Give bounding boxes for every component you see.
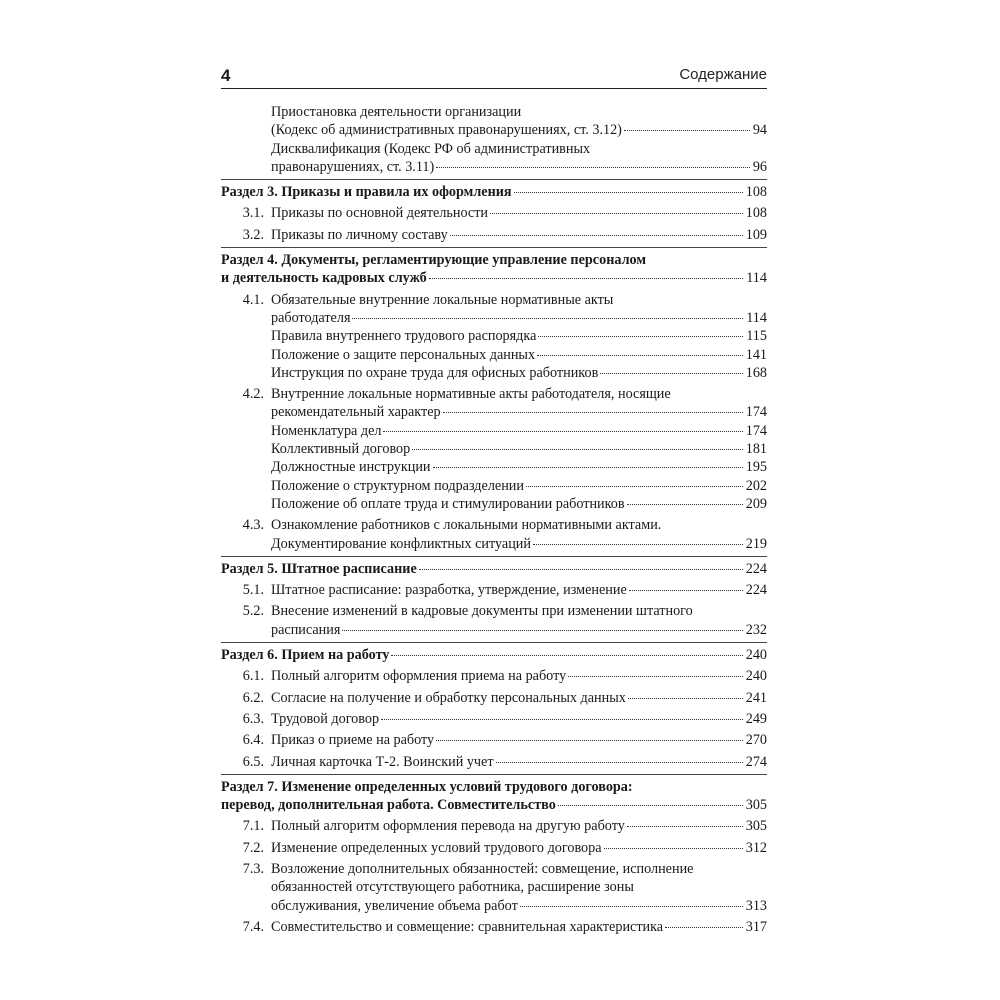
toc-entry-body: [271, 440, 767, 458]
toc-entry: [221, 385, 767, 422]
dot-leader: [629, 590, 743, 591]
toc-page-number: 224: [745, 560, 767, 577]
toc-entry-body: [271, 422, 767, 440]
toc-entry-title-line: [271, 158, 767, 176]
dot-leader: [627, 826, 743, 827]
toc-entry: [221, 226, 767, 244]
toc-entry-body: [271, 327, 767, 345]
toc-page-number: 305: [745, 797, 767, 814]
toc-entry-title: расписания: [271, 621, 341, 638]
toc-entry-title-line: [271, 897, 767, 915]
toc-entry: [221, 440, 767, 458]
toc-entry-title-line: Внесение изменений в кадровые документы при изменении штатного: [271, 603, 693, 620]
dot-leader: [443, 412, 743, 413]
toc-entry: [221, 817, 767, 835]
toc-section-heading: [221, 556, 767, 578]
toc-entry-body: [221, 778, 767, 815]
toc-page-number: 317: [745, 918, 767, 935]
toc-entry-title-line: [271, 753, 767, 771]
toc-entry-title: (Кодекс об административных правонарушениях, ст. 3.12): [271, 122, 622, 139]
toc-entry-body: [271, 477, 767, 495]
toc-entry-title-line: [271, 226, 767, 244]
toc-page-number: 232: [745, 621, 767, 638]
toc-entry-number: 5.1.: [242, 582, 264, 599]
toc-entry-title-line: [271, 204, 767, 222]
toc-entry: [221, 495, 767, 513]
toc-entry-title-line: [271, 621, 767, 639]
toc-entry-body: [221, 251, 767, 288]
toc-entry-title: Документирование конфликтных ситуаций: [271, 535, 531, 552]
dot-leader: [627, 504, 743, 505]
dot-leader: [391, 655, 742, 656]
toc-entry-body: [271, 103, 767, 140]
toc-page-number: 181: [745, 441, 767, 458]
toc-entry-body: [271, 385, 767, 422]
page-header: [221, 64, 767, 88]
toc-page-number: 195: [745, 459, 767, 476]
toc-section-heading: [221, 642, 767, 664]
toc-entry-body: [271, 346, 767, 364]
toc-entry-title: Коллективный договор: [271, 441, 411, 458]
toc-entry-title: Номенклатура дел: [271, 422, 382, 439]
dot-leader: [490, 213, 743, 214]
toc-page-number: 312: [745, 839, 767, 856]
dot-leader: [568, 676, 743, 677]
toc-section-heading: [221, 247, 767, 288]
running-head: Содержание: [679, 66, 767, 83]
dot-leader: [665, 927, 743, 928]
toc-page-number: 108: [745, 184, 767, 201]
dot-leader: [436, 740, 743, 741]
toc-entry-body: [271, 291, 767, 328]
toc-entry-number: 3.2.: [242, 226, 264, 243]
toc-entry: [221, 667, 767, 685]
toc-page-number: 249: [745, 710, 767, 727]
toc-entry-body: [221, 183, 767, 201]
toc-entry: [221, 422, 767, 440]
toc-entry-title-line: Возложение дополнительных обязанностей: совмещение, исполнение: [271, 860, 694, 877]
toc-entry-body: [271, 364, 767, 382]
toc-entry-title-line: обязанностей отсутствующего работника, расширение зоны: [271, 879, 634, 896]
toc-entry: [221, 516, 767, 553]
dot-leader: [450, 235, 743, 236]
toc-entry-number: 7.1.: [242, 818, 264, 835]
toc-entry-body: [271, 731, 767, 749]
toc-entry-title-line: [271, 731, 767, 749]
toc-page-number: 96: [752, 158, 767, 175]
toc-entry-title-line: [221, 183, 767, 201]
toc-entry-title: Инструкция по охране труда для офисных работников: [271, 364, 599, 381]
toc-entry-title-line: [221, 646, 767, 664]
toc-entry-title-line: Ознакомление работников с локальными нормативными актами.: [271, 517, 662, 534]
toc-entry-body: [271, 495, 767, 513]
toc-entry-body: [271, 602, 767, 639]
toc-entry-body: [271, 753, 767, 771]
toc-entry-title: Раздел 6. Прием на работу: [221, 647, 390, 664]
toc-entry-title-line: [271, 477, 767, 495]
toc-entry-title-line: [271, 327, 767, 345]
toc-entry-body: [271, 839, 767, 857]
dot-leader: [538, 336, 743, 337]
toc-entry-number: 6.1.: [242, 668, 264, 685]
toc-page-number: 174: [745, 404, 767, 421]
toc-entry: [221, 731, 767, 749]
toc-entry-title-line: [271, 581, 767, 599]
toc-entry-body: [271, 860, 767, 915]
toc-entry: [221, 689, 767, 707]
dot-leader: [342, 630, 742, 631]
toc-entry-body: [221, 646, 767, 664]
toc-entry-title-line: [221, 269, 767, 287]
dot-leader: [381, 719, 743, 720]
toc-entry: [221, 581, 767, 599]
dot-leader: [412, 449, 742, 450]
toc-entry-title-line: [271, 121, 767, 139]
toc-entry-body: [271, 226, 767, 244]
toc-page-number: 174: [745, 422, 767, 439]
toc-entry-title: Раздел 5. Штатное расписание: [221, 560, 417, 577]
toc-entry-title: Полный алгоритм оформления перевода на другую работу: [271, 818, 625, 835]
toc-entry-number: 6.3.: [242, 710, 264, 727]
toc-page-number: 270: [745, 732, 767, 749]
toc-entry-title-line: [271, 309, 767, 327]
toc-page-number: 240: [745, 668, 767, 685]
toc-entry-title-line: [271, 535, 767, 553]
toc-entry-title-line: [271, 839, 767, 857]
toc-entry-title: Должностные инструкции: [271, 459, 431, 476]
toc-entry-title-line: Внутренние локальные нормативные акты работодателя, носящие: [271, 386, 671, 403]
toc-entry-title: Изменение определенных условий трудового договора: [271, 839, 602, 856]
toc-page-number: 114: [746, 270, 767, 287]
toc-entry-title: рекомендательный характер: [271, 404, 441, 421]
dot-leader: [526, 486, 743, 487]
toc-entry: [221, 346, 767, 364]
toc-entry-body: [271, 817, 767, 835]
toc-entry-number: 7.4.: [242, 918, 264, 935]
toc-page-number: 168: [745, 364, 767, 381]
dot-leader: [604, 848, 743, 849]
toc-entry: [221, 204, 767, 222]
toc-entry-title-line: [271, 458, 767, 476]
toc-entry-title: Правила внутреннего трудового распорядка: [271, 328, 537, 345]
toc-entry-title: правонарушениях, ст. 3.11): [271, 158, 435, 175]
toc-entry-number: 6.4.: [242, 732, 264, 749]
toc-entry: [221, 477, 767, 495]
dot-leader: [558, 805, 743, 806]
toc-entry-title-line: [271, 817, 767, 835]
dot-leader: [383, 431, 742, 432]
toc-entry-body: [221, 560, 767, 578]
toc-entry-body: [271, 458, 767, 476]
toc-entry: [221, 103, 767, 140]
toc-entry: [221, 364, 767, 382]
toc-page-number: 313: [745, 897, 767, 914]
toc-entry-title-line: Приостановка деятельности организации: [271, 104, 522, 120]
dot-leader: [533, 544, 743, 545]
toc-entry-title-line: [271, 710, 767, 728]
toc-entry-title-line: [221, 560, 767, 578]
toc-entry-body: [271, 918, 767, 936]
toc-entry-number: 6.2.: [242, 689, 264, 706]
toc-page-number: 115: [746, 328, 767, 345]
toc-section-heading: [221, 179, 767, 201]
toc-entry-title-line: [271, 422, 767, 440]
header-rule: [221, 88, 767, 89]
toc-entry: [221, 327, 767, 345]
toc-page-number: 241: [745, 689, 767, 706]
toc-entry-body: [271, 710, 767, 728]
dot-leader: [600, 373, 742, 374]
toc-page-number: 108: [745, 205, 767, 222]
toc-entry-body: [271, 689, 767, 707]
toc-page-number: 114: [746, 309, 767, 326]
toc-entry: [221, 839, 767, 857]
toc-entry: [221, 710, 767, 728]
toc-entry-body: [271, 581, 767, 599]
toc-entry-title-line: [271, 403, 767, 421]
toc-entry-title-line: [271, 667, 767, 685]
toc-entry-body: [271, 516, 767, 553]
dot-leader: [520, 906, 743, 907]
toc-entry-title-line: Раздел 4. Документы, регламентирующие управление персоналом: [221, 252, 647, 269]
toc-entry-title-line: Обязательные внутренние локальные нормативные акты: [271, 291, 614, 308]
toc-entry: [221, 140, 767, 177]
toc-entry: [221, 458, 767, 476]
dot-leader: [537, 355, 743, 356]
table-of-contents: [221, 103, 767, 936]
toc-entry-number: 4.2.: [242, 386, 264, 403]
toc-entry-title: Приказы по личному составу: [271, 226, 448, 243]
toc-entry-title: Положение об оплате труда и стимулировании работников: [271, 495, 625, 512]
toc-page-number: 240: [745, 647, 767, 664]
dot-leader: [624, 130, 750, 131]
toc-entry-title-line: Раздел 7. Изменение определенных условий трудового договора:: [221, 778, 633, 795]
toc-entry-number: 7.2.: [242, 839, 264, 856]
toc-entry: [221, 602, 767, 639]
toc-entry-title: Штатное расписание: разработка, утверждение, изменение: [271, 582, 627, 599]
toc-page-number: 219: [745, 535, 767, 552]
toc-entry: [221, 860, 767, 915]
toc-page-number: 224: [745, 582, 767, 599]
toc-entry-title-line: [271, 689, 767, 707]
toc-entry-title-line: [271, 440, 767, 458]
toc-entry-body: [271, 667, 767, 685]
toc-entry-title-line: [221, 796, 767, 814]
toc-entry-title-line: Дисквалификация (Кодекс РФ об административных: [271, 140, 591, 157]
dot-leader: [419, 569, 743, 570]
toc-page-number: 202: [745, 477, 767, 494]
toc-section-heading: [221, 774, 767, 815]
dot-leader: [514, 192, 743, 193]
toc-entry-number: 4.1.: [242, 291, 264, 308]
toc-entry-title: Трудовой договор: [271, 710, 380, 727]
toc-entry: [221, 918, 767, 936]
toc-page-number: 305: [745, 818, 767, 835]
toc-entry-title: Совместительство и совмещение: сравнительная характеристика: [271, 918, 664, 935]
toc-entry-title: работодателя: [271, 309, 351, 326]
toc-entry-number: 6.5.: [242, 753, 264, 770]
toc-entry: [221, 291, 767, 328]
toc-entry-number: 3.1.: [242, 205, 264, 222]
toc-entry-title: и деятельность кадровых служб: [221, 270, 427, 287]
dot-leader: [429, 278, 743, 279]
toc-entry-body: [271, 140, 767, 177]
toc-entry-title-line: [271, 364, 767, 382]
toc-entry-title-line: [271, 346, 767, 364]
toc-entry-title: Приказ о приеме на работу: [271, 732, 435, 749]
toc-entry-title: Приказы по основной деятельности: [271, 205, 488, 222]
toc-entry-title: Личная карточка Т-2. Воинский учет: [271, 753, 494, 770]
toc-entry-number: 7.3.: [242, 860, 264, 877]
toc-entry-title: Раздел 3. Приказы и правила их оформления: [221, 184, 512, 201]
toc-entry-title: перевод, дополнительная работа. Совместительство: [221, 797, 556, 814]
toc-page-number: 274: [745, 753, 767, 770]
dot-leader: [496, 762, 743, 763]
toc-entry-body: [271, 204, 767, 222]
toc-entry-title: Полный алгоритм оформления приема на работу: [271, 668, 567, 685]
toc-entry: [221, 753, 767, 771]
toc-entry-title: Положение о структурном подразделении: [271, 477, 524, 494]
toc-page-number: 209: [745, 495, 767, 512]
dot-leader: [436, 167, 750, 168]
dot-leader: [352, 318, 743, 319]
toc-entry-title-line: [271, 495, 767, 513]
toc-page-number: 109: [745, 226, 767, 243]
toc-entry-number: 5.2.: [242, 603, 264, 620]
toc-entry-title: Согласие на получение и обработку персональных данных: [271, 689, 626, 706]
dot-leader: [628, 698, 743, 699]
toc-entry-title-line: [271, 918, 767, 936]
toc-page-number: 141: [745, 346, 767, 363]
toc-entry-title: обслуживания, увеличение объема работ: [271, 897, 518, 914]
dot-leader: [433, 467, 743, 468]
toc-entry-number: 4.3.: [242, 517, 264, 534]
toc-entry-title: Положение о защите персональных данных: [271, 346, 536, 363]
page-number: 4: [221, 66, 231, 85]
toc-page-number: 94: [752, 122, 767, 139]
